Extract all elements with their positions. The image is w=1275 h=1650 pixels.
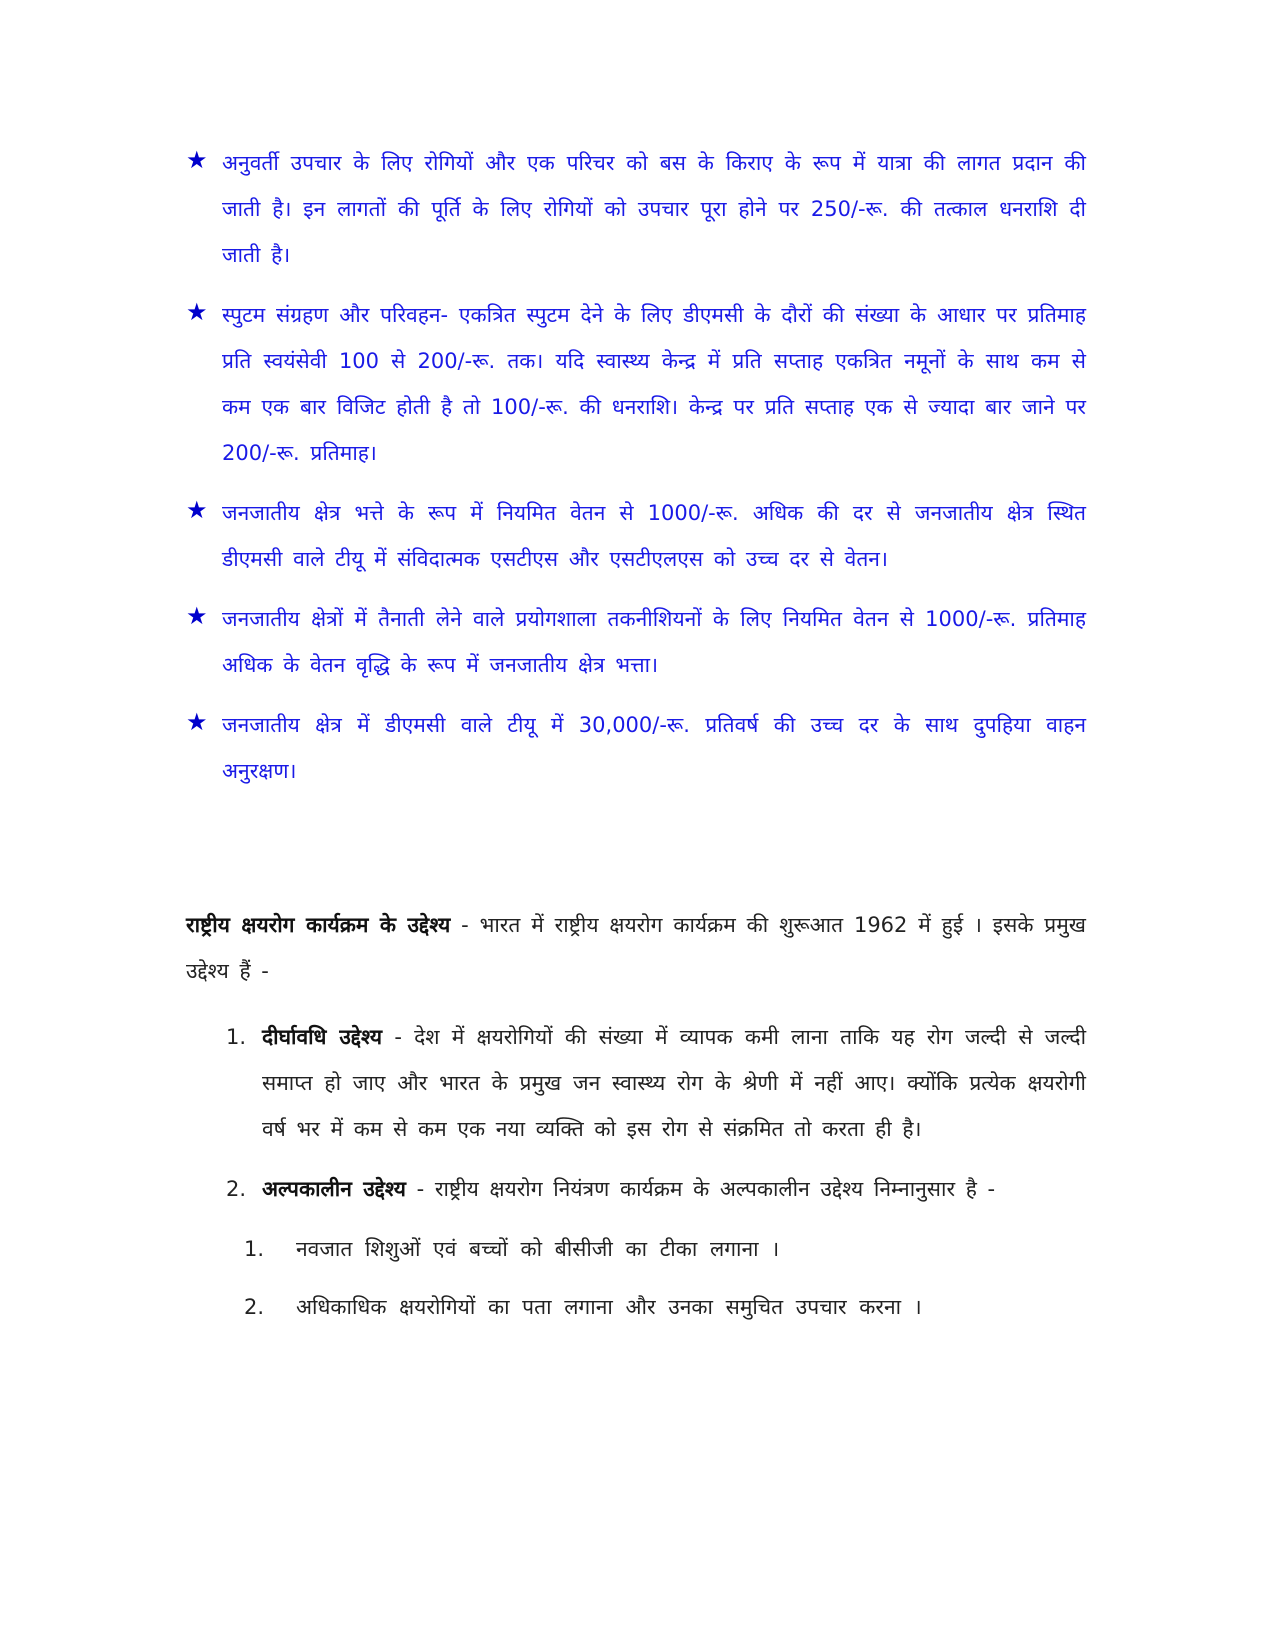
bullet-text: जनजातीय क्षेत्र भत्ते के रूप में नियमित वेतन से 1000/-रू. अधिक की दर से जनजातीय क्षेत्र स्थित डीएमसी वाले टीयू में संविदात्मक एसटीएस और एसटीएलएस को उच्च दर से वेतन। <box>222 501 1086 571</box>
sub-objective-item <box>186 1284 1086 1330</box>
objective-heading: अल्पकालीन उद्देश्य <box>262 1177 406 1201</box>
benefits-bullet-list <box>186 140 1086 808</box>
objective-body: - राष्ट्रीय क्षयरोग नियंत्रण कार्यक्रम के अल्पकालीन उद्देश्य निम्नानुसार है - <box>405 1177 996 1201</box>
bullet-text: स्पुटम संग्रहण और परिवहन- एकत्रित स्पुटम देने के लिए डीएमसी के दौरों की संख्या के आधार पर प्रतिमाह प्रति स्वयंसेवी 100 से 200/-रू. तक। यदि स्वास्थ्य केन्द्र में प्रति सप्ताह एकत्रित नमूनों के साथ कम से कम एक बार विजिट होती है तो 100/-रू. की धनराशि। केन्द्र पर प्रति सप्ताह एक से ज्यादा बार जाने पर 200/-रू. प्रतिमाह। <box>222 303 1086 465</box>
objectives-intro-text: - भारत में राष्ट्रीय क्षयरोग कार्यक्रम की शुरूआत 1962 में हुई । इसके प्रमुख उद्देश्य हैं - <box>186 913 1086 983</box>
bullet-item <box>186 292 1086 476</box>
sub-objective-text: अधिकाधिक क्षयरोगियों का पता लगाना और उनका समुचित उपचार करना । <box>296 1295 922 1319</box>
sub-objective-number: 1. <box>244 1237 265 1261</box>
bullet-item <box>186 596 1086 688</box>
star-icon: ★ <box>186 146 208 174</box>
sub-objective-number: 2. <box>244 1295 265 1319</box>
objectives-intro-paragraph <box>186 902 1086 994</box>
star-icon: ★ <box>186 602 208 630</box>
objective-number: 2. <box>226 1177 247 1201</box>
short-term-objectives-list <box>186 1226 1086 1330</box>
bullet-item <box>186 702 1086 794</box>
sub-objective-text: नवजात शिशुओं एवं बच्चों को बीसीजी का टीका लगाना । <box>296 1237 780 1261</box>
objective-heading: दीर्घावधि उद्देश्य <box>262 1025 383 1049</box>
star-icon: ★ <box>186 298 208 326</box>
star-icon: ★ <box>186 708 208 736</box>
objective-body: - देश में क्षयरोगियों की संख्या में व्यापक कमी लाना ताकि यह रोग जल्दी से जल्दी समाप्त हो जाए और भारत के प्रमुख जन स्वास्थ्य रोग के श्रेणी में नहीं आए। क्योंकि प्रत्येक क्षयरोगी वर्ष भर में कम से कम एक नया व्यक्ति को इस रोग से संक्रमित तो करता ही है। <box>262 1025 1087 1141</box>
objective-number: 1. <box>226 1025 247 1049</box>
bullet-item <box>186 140 1086 278</box>
objective-item <box>186 1166 1086 1212</box>
bullet-text: जनजातीय क्षेत्र में डीएमसी वाले टीयू में 30,000/-रू. प्रतिवर्ष की उच्च दर के साथ दुपहिया वाहन अनुरक्षण। <box>222 713 1086 783</box>
objectives-numbered-list <box>186 1014 1086 1212</box>
objective-text <box>262 1166 1086 1212</box>
bullet-text: अनुवर्ती उपचार के लिए रोगियों और एक परिचर को बस के किराए के रूप में यात्रा की लागत प्रदान की जाती है। इन लागतों की पूर्ति के लिए रोगियों को उपचार पूरा होने पर 250/-रू. की तत्काल धनराशि दी जाती है। <box>222 151 1086 267</box>
sub-objective-item <box>186 1226 1086 1272</box>
bullet-text: जनजातीय क्षेत्रों में तैनाती लेने वाले प्रयोगशाला तकनीशियनों के लिए नियमित वेतन से 1000/-रू. प्रतिमाह अधिक के वेतन वृद्धि के रूप में जनजातीय क्षेत्र भत्ता। <box>222 607 1086 677</box>
objective-item <box>186 1014 1086 1152</box>
bullet-item <box>186 490 1086 582</box>
star-icon: ★ <box>186 496 208 524</box>
objectives-section <box>186 902 1086 1342</box>
objective-text <box>262 1014 1086 1152</box>
objectives-heading: राष्ट्रीय क्षयरोग कार्यक्रम के उद्देश्य <box>186 913 451 937</box>
